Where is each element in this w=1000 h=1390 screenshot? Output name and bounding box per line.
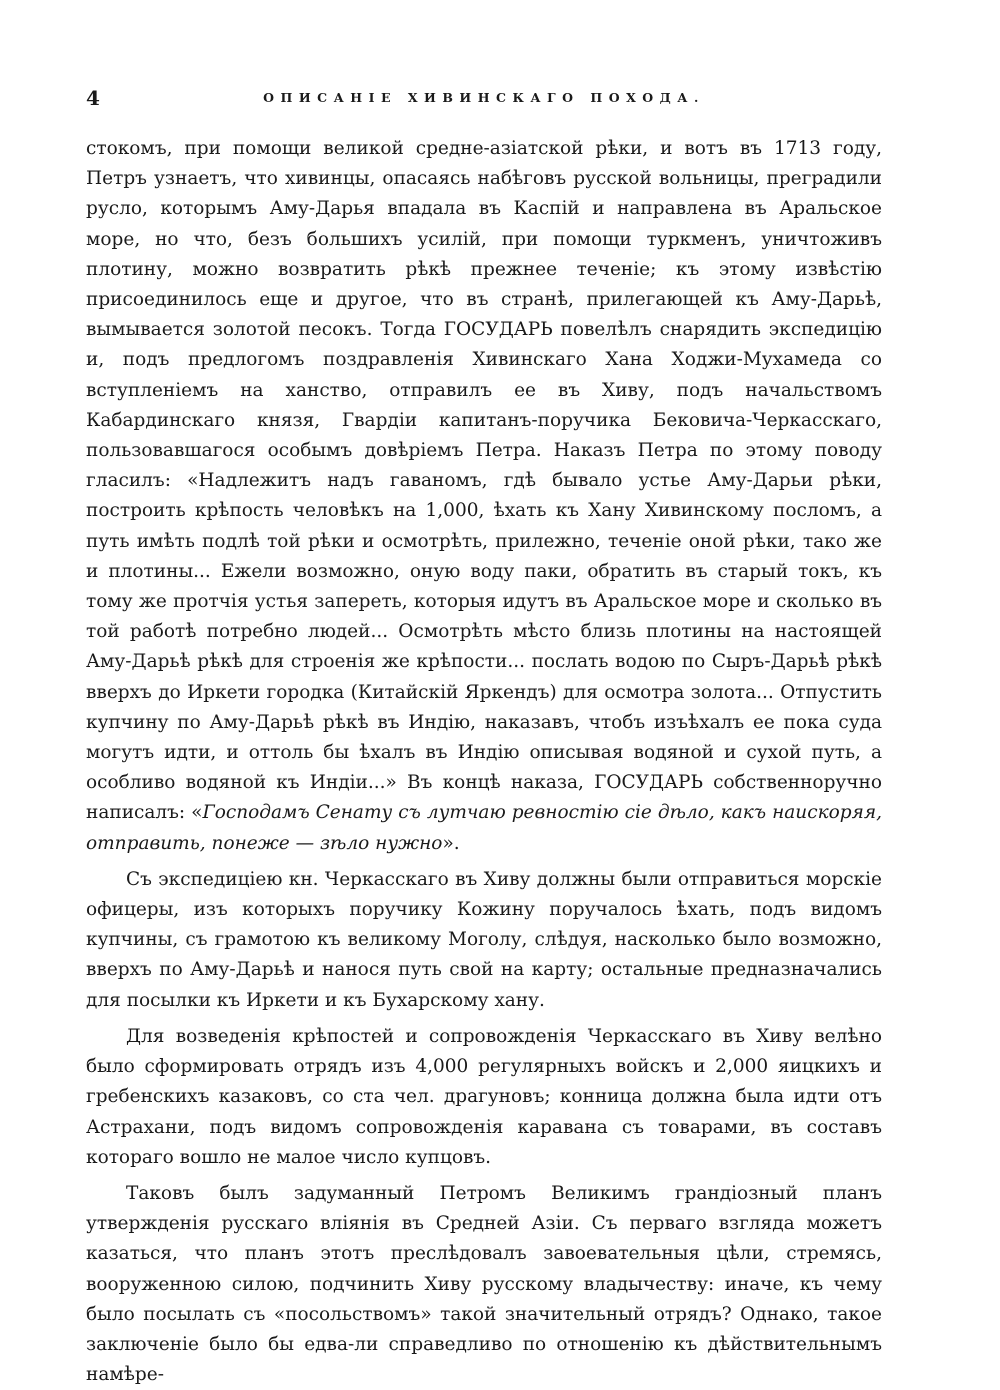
running-title: ОПИСАНІЕ ХИВИНСКАГО ПОХОДА.: [263, 90, 705, 105]
page-number: 4: [86, 86, 100, 110]
paragraph-4: Таковъ былъ задуманный Петромъ Великимъ грандіозный планъ утвержденія русскаго вліянія въ Средней Азіи. Съ перваго взгляда можетъ казаться, что планъ этотъ преслѣдовалъ завоевательныя цѣли, стремясь, вооруженною силою, подчинить Хиву русскому владычеству: иначе, къ чему было посылать съ «посольствомъ» такой значительный отрядъ? Однако, такое заключеніе было бы едва-ли справедливо по отношенію къ дѣйствительнымъ намѣре-: [86, 1182, 882, 1386]
paragraph-1: [86, 134, 882, 859]
paragraph-2: Съ экспедиціею кн. Черкасскаго въ Хиву должны были отправиться морскіе офицеры, изъ которыхъ поручику Кожину поручалось ѣхать, подъ видомъ купчины, съ грамотою къ великому Моголу, слѣдуя, насколько было возможно, вверхъ по Аму-Дарьѣ и нанося путь свой на карту; остальные предназначались для посылки къ Иркети и къ Бухарскому хану.: [86, 868, 882, 1011]
paragraph-1-quote-italic: Господамъ Сенату съ лутчаю ревностію сіе дѣло, какъ наискоряя, отправить, понеже — зѣло нужно: [86, 802, 882, 854]
paragraph-1-text: стокомъ, при помощи великой средне-азіатской рѣки, и вотъ въ 1713 году, Петръ узнаетъ, что хивинцы, опасаясь набѣговъ русской вольницы, преградили русло, которымъ Аму-Дарья впадала въ Каспій и направлена въ Аральское море, но что, безъ большихъ усилій, при помощи туркменъ, уничтоживъ плотину, можно возвратить рѣкѣ прежнее теченіе; къ этому извѣстію присоединилось еще и другое, что въ странѣ, прилегающей къ Аму-Дарьѣ, вымывается золотой песокъ. Тогда ГОСУДАРЬ повелѣлъ снарядить экспедицію и, подъ предлогомъ поздравленія Хивинскаго Хана Ходжи-Мухамеда со вступленіемъ на ханство, отправилъ ее въ Хиву, подъ начальствомъ Кабардинскаго князя, Гвардіи капитанъ-поручика Бековича-Черкасскаго, пользовавшагося особымъ довѣріемъ Петра. Наказъ Петра по этому поводу гласилъ: «Надлежитъ надъ гаваномъ, гдѣ бывало устье Аму-Дарьи рѣки, построить крѣпость человѣкъ на 1,000, ѣхать къ Хану Хивинскому посломъ, а путь имѣть подлѣ той рѣки и осмотрѣть, прилежно, теченіе оной рѣки, тако же и плотины... Ежели возможно, оную воду паки, обратить въ старый токъ, къ тому же протчія устья запереть, которыя идутъ въ Аральское море и сколько въ той работѣ потребно людей... Осмотрѣть мѣсто близь плотины на настоящей Аму-Дарьѣ рѣкѣ для строенія же крѣпости... послать водою по Сыръ-Дарьѣ рѣкѣ вверхъ до Иркети городка (Китайскій Яркендъ) для осмотра золота... Отпустить купчину по Аму-Дарьѣ рѣкѣ въ Индію, наказавъ, чтобъ изъѣхалъ ее пока суда могутъ идти, и оттоль бы ѣхалъ въ Индію описывая водяной и сухой путь, а особливо водяной къ Индіи...» Въ концѣ наказа, ГОСУДАРЬ собственноручно написалъ: «: [86, 138, 882, 824]
paragraph-3: Для возведенія крѣпостей и сопровожденія Черкасскаго въ Хиву велѣно было сформировать отрядъ изъ 4,000 регулярныхъ войскъ и 2,000 яицкихъ и гребенскихъ казаковъ, со ста чел. драгуновъ; конница должна была идти отъ Астрахани, подъ видомъ сопровожденія каравана съ товарами, въ составъ котораго вошло не малое число купцовъ.: [86, 1025, 882, 1168]
page-header: [86, 86, 882, 116]
paragraph-1-quote-end: ».: [442, 832, 460, 854]
body-text: [86, 134, 882, 1390]
